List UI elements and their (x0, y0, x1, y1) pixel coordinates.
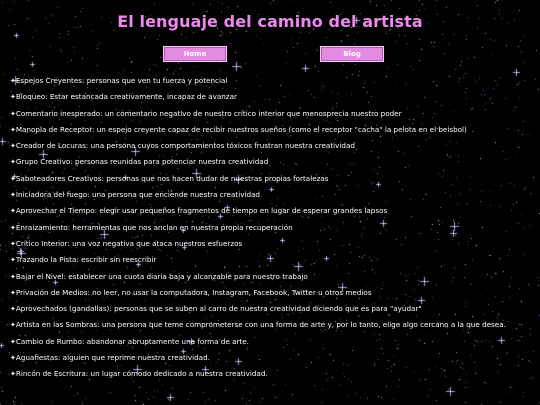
list-item (10, 106, 535, 122)
glossary-list (10, 73, 535, 383)
glossary-entry: Bloqueo: Estar estancada creativamente, incapaz de avanzar (15, 92, 237, 102)
glossary-entry: Comentario inesperado: un comentario negativo de nuestro crítico interior que menosprecia nuestro poder (15, 108, 402, 118)
glossary-entry: Creador de Locuras: una persona cuyos comportamientos tóxicos frustran nuestra creatividad (15, 141, 355, 151)
list-item (10, 138, 535, 154)
star-bullet-icon: ✦ (10, 174, 16, 183)
glossary-entry: Aprovechados (gandallas): personas que se suben al carro de nuestra creatividad diciendo que es para "ayudar" (15, 304, 422, 314)
list-item (10, 350, 535, 366)
list-item (10, 269, 535, 285)
list-item (10, 285, 535, 301)
star-bullet-icon: ✦ (10, 142, 16, 151)
glossary-entry: Manopla de Receptor: un espejo creyente capaz de recibir nuestros sueños (como el receptor "cacha" la pelota en el beisbol) (15, 124, 467, 134)
glossary-entry: Rincón de Escritura: un lugar cómodo dedicado a nuestra creatividad. (15, 369, 268, 379)
glossary-entry: Trazando la Pista: escribir sin reescribir (15, 255, 157, 265)
star-bullet-icon: ✦ (10, 288, 16, 297)
star-bullet-icon: ✦ (10, 191, 16, 200)
glossary-entry: Artista en las Sombras: una persona que teme comprometerse con una forma de arte y, por lo tanto, elige algo cercano a la que desea. (15, 320, 506, 330)
glossary-entry: Espejos Creyentes: personas que ven tu fuerza y potencial (15, 76, 228, 85)
list-item (10, 252, 535, 268)
list-item (10, 366, 535, 382)
site-title: El lenguaje del camino del artista (117, 12, 423, 31)
star-bullet-icon: ✦ (10, 370, 16, 379)
star-bullet-icon: ✦ (10, 109, 16, 118)
star-bullet-icon: ✦ (10, 93, 16, 102)
glossary-entry: Cambio de Rumbo: abandonar abruptamente una forma de arte. (15, 336, 249, 346)
list-item (10, 317, 535, 333)
glossary-entry: Saboteadores Creativos: personas que nos hacen dudar de nuestras propias fortalezas (15, 173, 329, 183)
list-item (10, 203, 535, 219)
glossary-entry: Crítico Interior: una voz negativa que ataca nuestros esfuerzos (15, 238, 243, 248)
list-item (10, 236, 535, 252)
nav-bar (0, 46, 540, 62)
star-bullet-icon: ✦ (10, 125, 16, 134)
star-bullet-icon: ✦ (10, 305, 16, 314)
list-item (10, 122, 535, 138)
star-bullet-icon: ✦ (10, 77, 16, 85)
star-bullet-icon: ✦ (10, 337, 16, 346)
list-item (10, 171, 535, 187)
blog-button[interactable]: Blog (320, 46, 384, 62)
star-bullet-icon: ✦ (10, 272, 16, 281)
star-bullet-icon: ✦ (10, 239, 16, 248)
home-button[interactable]: Home (163, 46, 227, 62)
glossary-entry: Bajar el Nivel: establecer una cuota diaria baja y alcanzable para nuestro trabajo (15, 271, 308, 281)
star-bullet-icon: ✦ (10, 354, 16, 363)
list-item (10, 187, 535, 203)
star-bullet-icon: ✦ (10, 256, 16, 265)
list-item (10, 220, 535, 236)
glossary-entry: Grupo Creativo: personas reunidas para potenciar nuestra creatividad (15, 157, 269, 167)
glossary-entry: Aguafiestas: alguien que reprime nuestra creatividad. (15, 353, 210, 363)
list-item (10, 154, 535, 170)
list-item (10, 73, 535, 89)
list-item (10, 334, 535, 350)
list-item (10, 89, 535, 105)
star-bullet-icon: ✦ (10, 223, 16, 232)
star-bullet-icon: ✦ (10, 321, 16, 330)
glossary-entry: Enraizamiento: herramientas que nos anclan en nuestra propia recuperación (15, 222, 293, 232)
star-bullet-icon: ✦ (10, 158, 16, 167)
star-bullet-icon: ✦ (10, 207, 16, 216)
glossary-entry: Iniciadora del fuego: una persona que enciende nuestra creatividad (15, 190, 260, 200)
glossary-entry: Aprovechar el Tiempo: elegir usar pequeños fragmentos de tiempo en lugar de esperar grandes lapsos (15, 206, 388, 216)
list-item (10, 301, 535, 317)
glossary-entry: Privación de Medios: no leer, no usar la computadora, Instagram, Facebook, Twitter u otros medios (15, 287, 372, 297)
